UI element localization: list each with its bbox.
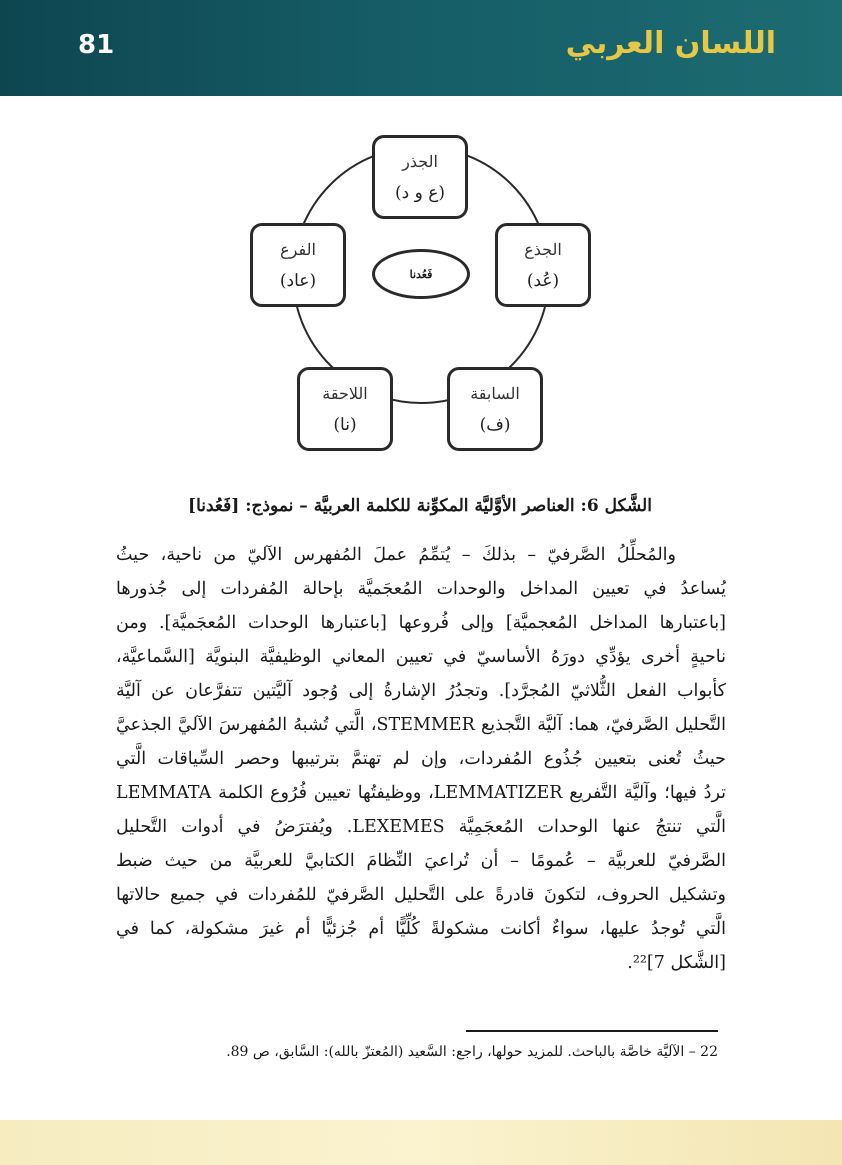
- body-line: [الشَّكل 7]²².: [627, 953, 726, 973]
- node-stem-title: الجذع: [524, 239, 562, 259]
- body-paragraph: [116, 538, 726, 980]
- node-suffix: [297, 367, 393, 451]
- node-root-title: الجذر: [402, 151, 438, 171]
- journal-title-logo: اللسان العربي: [565, 26, 776, 61]
- body-line: الَّتي تُوجدُ عليها، سواءٌ أكانت مشكولةً كُلِّيًّا أم جُزئيًّا أم غيرَ مشكولة، كما في: [116, 919, 726, 939]
- node-branch: [250, 223, 346, 307]
- page-header: [0, 0, 842, 96]
- body-line: ناحيةٍ أخرى يؤدِّي دورَهُ الأساسيّ في تعيين المعاني الوظيفيَّة البنويَّة [السَّماعيَّة،: [116, 647, 726, 667]
- node-root-value: (ع و د): [395, 182, 445, 203]
- node-prefix: [447, 367, 543, 451]
- node-suffix-title: اللاحقة: [322, 383, 368, 403]
- body-line: حيثُ تُعنى بتعيين جُذُوع المُفردات، وإن لم تهتمَّ بترتيبها وحصر السِّياقات الَّتي: [116, 749, 726, 769]
- body-line: الصَّرفيّ للعربيَّة – عُمومًا – أن تُراعيَ النِّظامَ الكتابيَّ للعربيَّة من حيث ضبط: [116, 851, 726, 871]
- body-line: الَّتي تنتجُ عنها الوحدات المُعجَمِيَّة LEXEMES. ويُفترَضُ في أدوات التَّحليل: [116, 817, 726, 837]
- footnote: 22 – الآليَّة خاصَّة بالباحث. للمزيد حولها، راجع: السَّعيد (المُعتزّ بالله): السَّابق، ص 89.: [226, 1044, 718, 1060]
- body-line: وتشكيل الحروف، لتكونَ قادرةً على التَّحليل الصَّرفيّ للمُفردات في جميع حالاتها: [116, 885, 726, 905]
- page-footer-band: [0, 1120, 842, 1165]
- figure-caption: الشَّكل 6: العناصر الأوَّليَّة المكوِّنة للكلمة العربيَّة – نموذج: [فَعُدنا]: [188, 496, 652, 516]
- body-line: تردُ فيها؛ وآليَّة التَّفريع LEMMATIZER، ووظيفتُها تعيين فُرُوع الكلمة LEMMATA: [116, 783, 726, 803]
- footnote-divider: [466, 1030, 718, 1032]
- node-stem: [495, 223, 591, 307]
- word-elements-diagram: [0, 120, 842, 470]
- node-prefix-value: (ف): [479, 414, 511, 435]
- center-word: فَعُدنا: [372, 249, 470, 299]
- node-root: [372, 135, 468, 219]
- body-line: التَّحليل الصَّرفيّ، هما: آليَّة التَّجذيع STEMMER، الَّتي تُشبهُ المُفهرسَ الآليَّ الجذعيَّ: [116, 715, 726, 735]
- node-suffix-value: (نا): [333, 414, 357, 435]
- body-line: [باعتبارها المداخل المُعجميَّة] وإلى فُروعها [باعتبارها الوحدات المُعجَميَّة]. ومن: [116, 613, 726, 633]
- body-line: يُساعدُ في تعيين المداخل والوحدات المُعجَميَّة بإحالة المُفردات إلى جُذورها: [116, 579, 726, 599]
- body-line: كأبواب الفعل الثُّلاثيّ المُجرَّد]. وتجدُرُ الإشارةُ إلى وُجود آليَّتين تتفرَّعان عن آليَّة: [116, 681, 726, 701]
- node-branch-value: (عاد): [279, 270, 317, 291]
- page-number: 81: [78, 30, 115, 60]
- node-prefix-title: السابقة: [470, 383, 520, 403]
- body-line: والمُحلِّلُ الصَّرفيّ – بذلكَ – يُتمِّمُ عملَ المُفهرس الآليّ من ناحية، حيثُ: [116, 545, 676, 565]
- node-branch-title: الفرع: [280, 239, 316, 259]
- node-stem-value: (عُد): [526, 270, 560, 291]
